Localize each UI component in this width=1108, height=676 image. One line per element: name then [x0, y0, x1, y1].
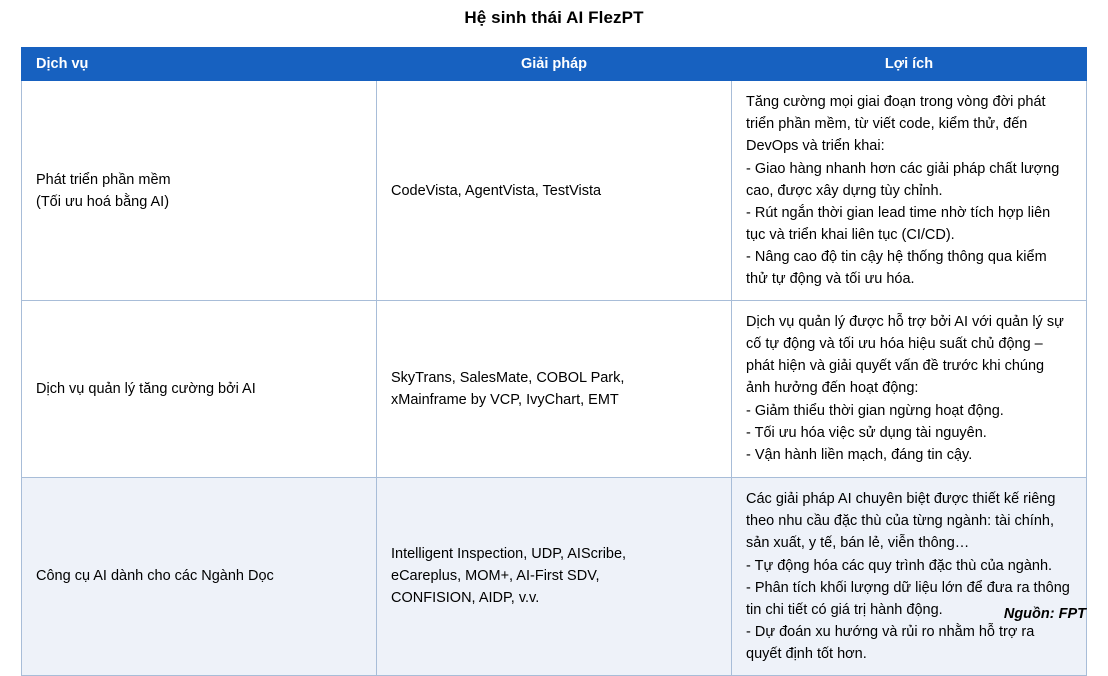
table-header-row: [22, 48, 1087, 81]
table-header: [22, 48, 1087, 81]
benefit-item: - Rút ngắn thời gian lead time nhờ tích hợp liên tục và triển khai liên tục (CI/CD).: [746, 205, 1051, 244]
table-row: [22, 81, 1087, 301]
benefit-item: - Giảm thiểu thời gian ngừng hoạt động.: [746, 403, 1004, 420]
service-line: (Tối ưu hoá bằng AI): [36, 193, 170, 210]
benefit-item: - Dự đoán xu hướng và rủi ro nhằm hỗ trợ ra quyết định tốt hơn.: [746, 623, 1035, 662]
service-line: Công cụ AI dành cho các Ngành Dọc: [36, 568, 274, 585]
solution-line: eCareplus, MOM+, AI-First SDV,: [391, 568, 600, 585]
source-note: Nguồn: FPT: [1003, 606, 1086, 622]
table-row: [22, 301, 1087, 477]
solution-line: Intelligent Inspection, UDP, AIScribe,: [391, 546, 627, 563]
service-line: Dịch vụ quản lý tăng cường bởi AI: [36, 380, 256, 397]
service-line: Phát triển phần mềm: [36, 171, 171, 188]
benefit-intro: Các giải pháp AI chuyên biệt được thiết kế riêng theo nhu cầu đặc thù của từng ngành: tài chính, sản xuất, y tế, bán lẻ, viễn thông…: [746, 490, 1056, 551]
ecosystem-table: [21, 47, 1087, 676]
table-body: [22, 81, 1087, 676]
benefit-item: - Tự động hóa các quy trình đặc thù của ngành.: [746, 557, 1053, 574]
benefit-item: - Giao hàng nhanh hơn các giải pháp chất lượng cao, được xây dựng tùy chỉnh.: [746, 161, 1060, 200]
cell-solution: [377, 301, 732, 477]
cell-benefit: [732, 477, 1087, 675]
benefit-item: - Nâng cao độ tin cậy hệ thống thông qua kiểm thử tự động và tối ưu hóa.: [746, 249, 1047, 288]
solution-line: CONFISION, AIDP, v.v.: [391, 590, 540, 607]
page-title: Hệ sinh thái AI FlezPT: [464, 8, 644, 27]
header-service: Dịch vụ: [22, 48, 377, 81]
cell-service: [22, 301, 377, 477]
benefit-item: - Vận hành liền mạch, đáng tin cậy.: [746, 447, 973, 464]
cell-service: [22, 477, 377, 675]
ecosystem-table-wrap: [21, 47, 1087, 676]
header-benefit: Lợi ích: [732, 48, 1087, 81]
cell-solution: [377, 81, 732, 301]
cell-solution: [377, 477, 732, 675]
benefit-intro: Dịch vụ quản lý được hỗ trợ bởi AI với quản lý sự cố tự động và tối ưu hóa hiệu suất chủ động – phát hiện và giải quyết vấn đề trước khi chúng ảnh hưởng đến hoạt động:: [746, 314, 1064, 397]
cell-service: [22, 81, 377, 301]
benefit-item: - Phân tích khối lượng dữ liệu lớn để đưa ra thông tin chi tiết có giá trị hành động.: [746, 579, 1070, 618]
table-row: [22, 477, 1087, 675]
cell-benefit: [732, 301, 1087, 477]
solution-line: xMainframe by VCP, IvyChart, EMT: [391, 391, 619, 408]
header-solution: Giải pháp: [377, 48, 732, 81]
solution-line: CodeVista, AgentVista, TestVista: [391, 182, 602, 199]
cell-benefit: [732, 81, 1087, 301]
benefit-intro: Tăng cường mọi giai đoạn trong vòng đời phát triển phần mềm, từ viết code, kiểm thử, đến DevOps và triển khai:: [746, 94, 1046, 155]
solution-line: SkyTrans, SalesMate, COBOL Park,: [391, 369, 625, 386]
benefit-item: - Tối ưu hóa việc sử dụng tài nguyên.: [746, 425, 987, 442]
